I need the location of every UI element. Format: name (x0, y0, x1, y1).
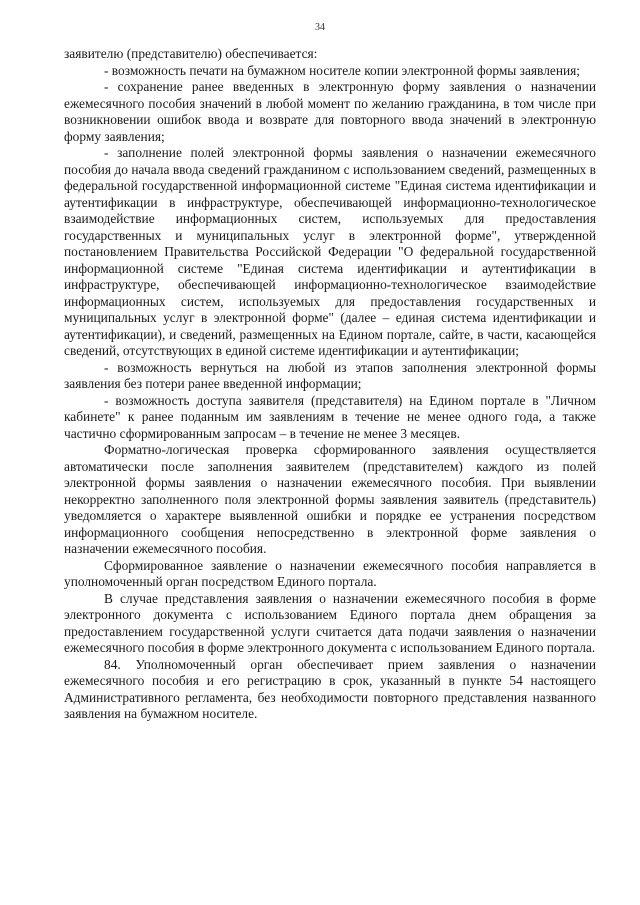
page-number: 34 (315, 22, 325, 33)
paragraph-submission: Сформированное заявление о назначении ежемесячного пособия направляется в уполномоченный орган посредством Единого портала. (64, 557, 596, 589)
paragraph-intro: заявителю (представителю) обеспечивается: (64, 46, 318, 61)
paragraph-personal-cabinet: - возможность доступа заявителя (представителя) на Едином портале в "Личном кабинете" к ранее поданным им заявлениям в течение не менее одного года, а также частично сформированным запросам – в течение не менее 3 месяцев. (64, 392, 596, 441)
paragraph-request-date: В случае представления заявления о назначении ежемесячного пособия в форме электронного документа с использованием Единого портала днем обращения за предоставлением государственной услуги считается дата подачи заявления о назначении ежемесячного пособия в форме электронного документа с использованием Единого портала. (64, 590, 596, 655)
document-body (64, 46, 596, 723)
paragraph-format-check: Форматно-логическая проверка сформированного заявления осуществляется автоматически после заполнения заявителем (представителем) каждого из полей электронной формы заявления о назначении ежемесячного пособия. При выявлении некорректно заполненного поля электронной формы заявления заявитель (представитель) уведомляется о характере выявленной ошибки и порядке ее устранения посредством информационного сообщения непосредственно в электронной форме заявления о назначении ежемесячного пособия. (64, 442, 596, 556)
paragraph-autofill: - заполнение полей электронной формы заявления о назначении ежемесячного пособия до начала ввода сведений гражданином с использованием сведений, размещенных в федеральной государственной информационной системе "Единая система идентификации и аутентификации в инфраструктуре, обеспечивающей информационно-технологическое взаимодействие информационных систем, используемых для предоставления государственных и муниципальных услуг в электронной форме", утвержденной постановлением Правительства Российской Федерации "О федеральной государственной информационной системе "Единая система идентификации и аутентификации в инфраструктуре, обеспечивающей информационно-технологическое взаимодействие информационных систем, используемых для предоставления государственных и муниципальных услуг в электронной форме" (далее – единая система идентификации и аутентификации), и сведений, размещенных на Едином портале, сайте, в части, касающейся сведений, отсутствующих в единой системе идентификации и аутентификации; (64, 145, 596, 358)
paragraph-print-copy: - возможность печати на бумажном носителе копии электронной формы заявления; (104, 62, 581, 78)
paragraph-save-values: - сохранение ранее введенных в электронную форму заявления о назначении ежемесячного пособия значений в любой момент по желанию гражданина, в том числе при возникновении ошибок ввода и возврате для повторного ввода значений в электронную форму заявления; (64, 79, 596, 144)
paragraph-84: 84. Уполномоченный орган обеспечивает прием заявления о назначении ежемесячного пособия и его регистрацию в срок, указанный в пункте 54 настоящего Административного регламента, без необходимости повторного представления названного заявления на бумажном носителе. (64, 656, 596, 721)
paragraph-return-step: - возможность вернуться на любой из этапов заполнения электронной формы заявления без потери ранее введенной информации; (64, 359, 596, 391)
